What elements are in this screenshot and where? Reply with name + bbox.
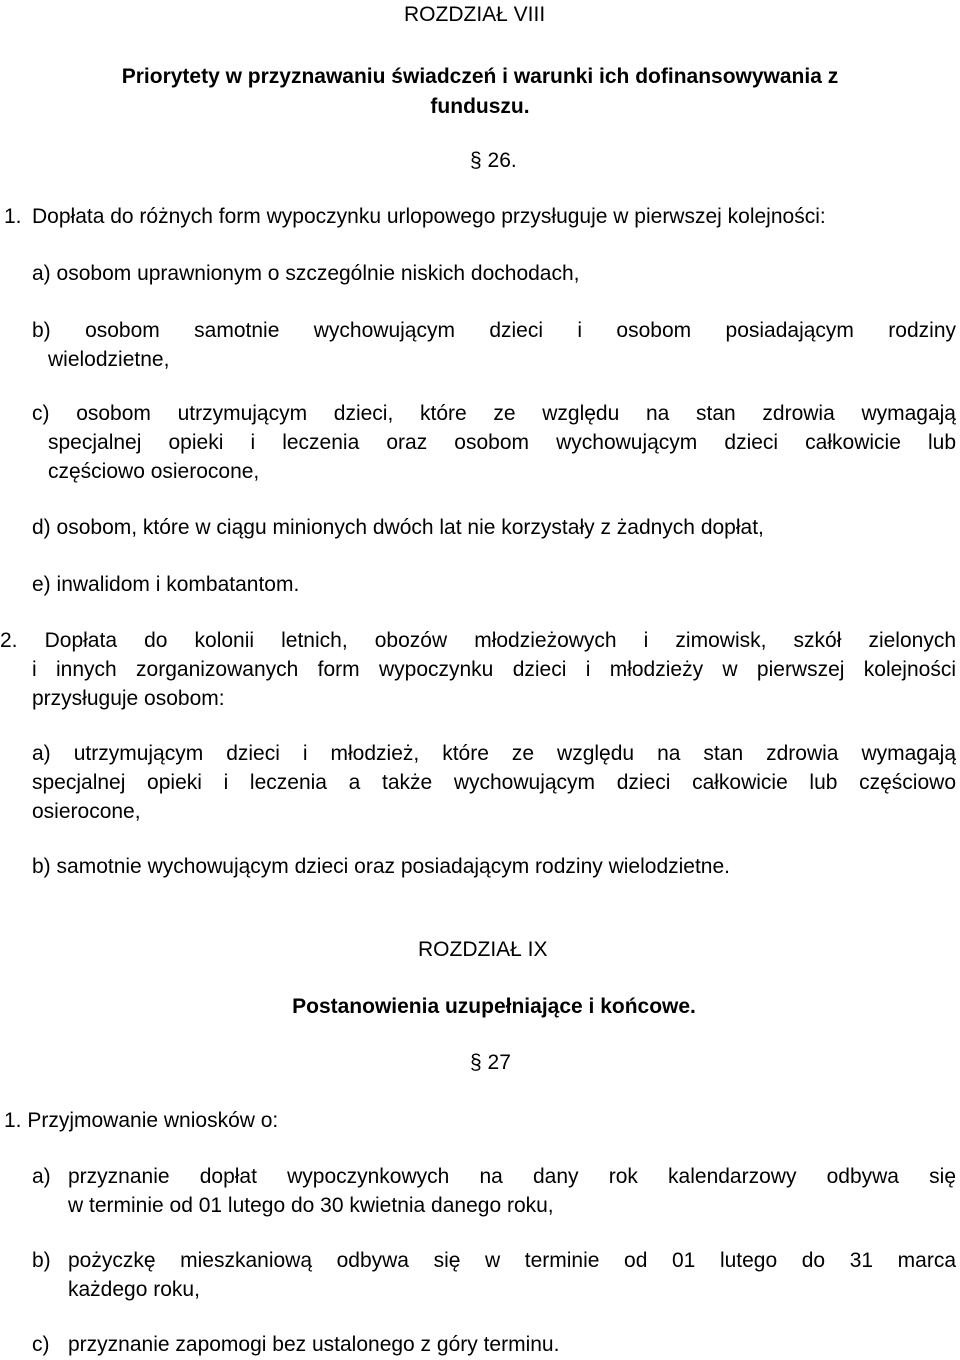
item-text-line-1: utrzymującym dzieci i młodzież, które ze względu na stan zdrowia wymagają <box>73 742 957 765</box>
item-text-line-1: osobom utrzymującym dzieci, które ze względu na stan zdrowia wymagają <box>76 402 956 425</box>
item-text: samotnie wychowującym dzieci oraz posiadającym rodziny wielodzietne. <box>56 855 730 878</box>
s26-p1-item-a <box>32 259 580 288</box>
item-label: b) <box>32 1249 51 1272</box>
s26-p2 <box>0 626 956 713</box>
chapter-8-title-line-1: Priorytety w przyznawaniu świadczeń i warunki ich dofinansowywania z <box>121 65 839 88</box>
item-text-line-1: pożyczkę mieszkaniową odbywa się w terminie od 01 lutego do 31 marca <box>68 1249 956 1272</box>
s26-p1-lead: Dopłata do różnych form wypoczynku urlopowego przysługuje w pierwszej kolejności: <box>32 205 826 228</box>
s27-p1-lead: 1. Przyjmowanie wniosków o: <box>4 1109 279 1132</box>
item-label: e) <box>32 573 51 596</box>
s26-p1-item-c <box>32 399 956 486</box>
item-text-line-2: specjalnej opieki i leczenia a także wychowującym dzieci całkowicie lub częściowo <box>32 771 956 794</box>
item-text-line-1: przyznanie dopłat wypoczynkowych na dany rok kalendarzowy odbywa się <box>68 1165 956 1188</box>
item-label: d) <box>32 516 51 539</box>
item-label: b) <box>32 319 51 342</box>
item-text: osobom uprawnionym o szczególnie niskich dochodach, <box>56 262 580 285</box>
item-text-line-3: osierocone, <box>32 800 141 823</box>
item-label: a) <box>32 742 51 765</box>
item-text-line-1: osobom samotnie wychowującym dzieci i osobom posiadającym rodziny <box>85 319 956 342</box>
item-label: a) <box>32 1165 51 1188</box>
item-text: inwalidom i kombatantom. <box>56 573 300 596</box>
s26-p2-line-3: przysługuje osobom: <box>32 687 225 710</box>
item-text: osobom, które w ciągu minionych dwóch lat nie korzystały z żadnych dopłat, <box>56 516 764 539</box>
item-label: c) <box>32 402 50 425</box>
s26-p2-line-1: Dopłata do kolonii letnich, obozów młodzieżowych i zimowisk, szkół zielonych <box>44 629 956 652</box>
s26-p1-item-e <box>32 570 299 599</box>
item-text-line-2: wielodzietne, <box>48 348 170 371</box>
paragraph-27-number: § 27 <box>470 1051 511 1074</box>
item-label: a) <box>32 262 51 285</box>
s26-p2-line-2: i innych zorganizowanych form wypoczynku dzieci i młodzieży w pierwszej kolejności <box>32 658 956 681</box>
chapter-8-heading: ROZDZIAŁ VIII <box>404 3 546 26</box>
s26-p2-item-a <box>32 739 956 826</box>
item-label: c) <box>32 1333 50 1356</box>
chapter-9-title: Postanowienia uzupełniające i końcowe. <box>292 995 696 1018</box>
s27-p1-item-c <box>32 1330 956 1359</box>
s26-p1-item-d <box>32 513 764 542</box>
item-text-line-2: w terminie od 01 lutego do 30 kwietnia danego roku, <box>68 1194 554 1217</box>
s27-p1-item-a <box>32 1162 956 1220</box>
paragraph-26-number: § 26. <box>470 149 517 172</box>
item-text: przyznanie zapomogi bez ustalonego z góry terminu. <box>68 1333 560 1356</box>
chapter-9-heading: ROZDZIAŁ IX <box>418 938 548 961</box>
item-text-line-2: specjalnej opieki i leczenia oraz osobom wychowującym dzieci całkowicie lub <box>48 431 956 454</box>
chapter-8-title-line-2: funduszu. <box>430 95 530 118</box>
item-text-line-3: częściowo osierocone, <box>48 460 260 483</box>
s26-p2-item-b <box>32 852 730 881</box>
s26-p1-item-b <box>32 316 956 374</box>
s26-p1-number: 1. <box>4 205 22 228</box>
s26-p2-number: 2. <box>0 629 18 652</box>
item-text-line-2: każdego roku, <box>68 1278 200 1301</box>
s27-p1-item-b <box>32 1246 956 1304</box>
item-label: b) <box>32 855 51 878</box>
